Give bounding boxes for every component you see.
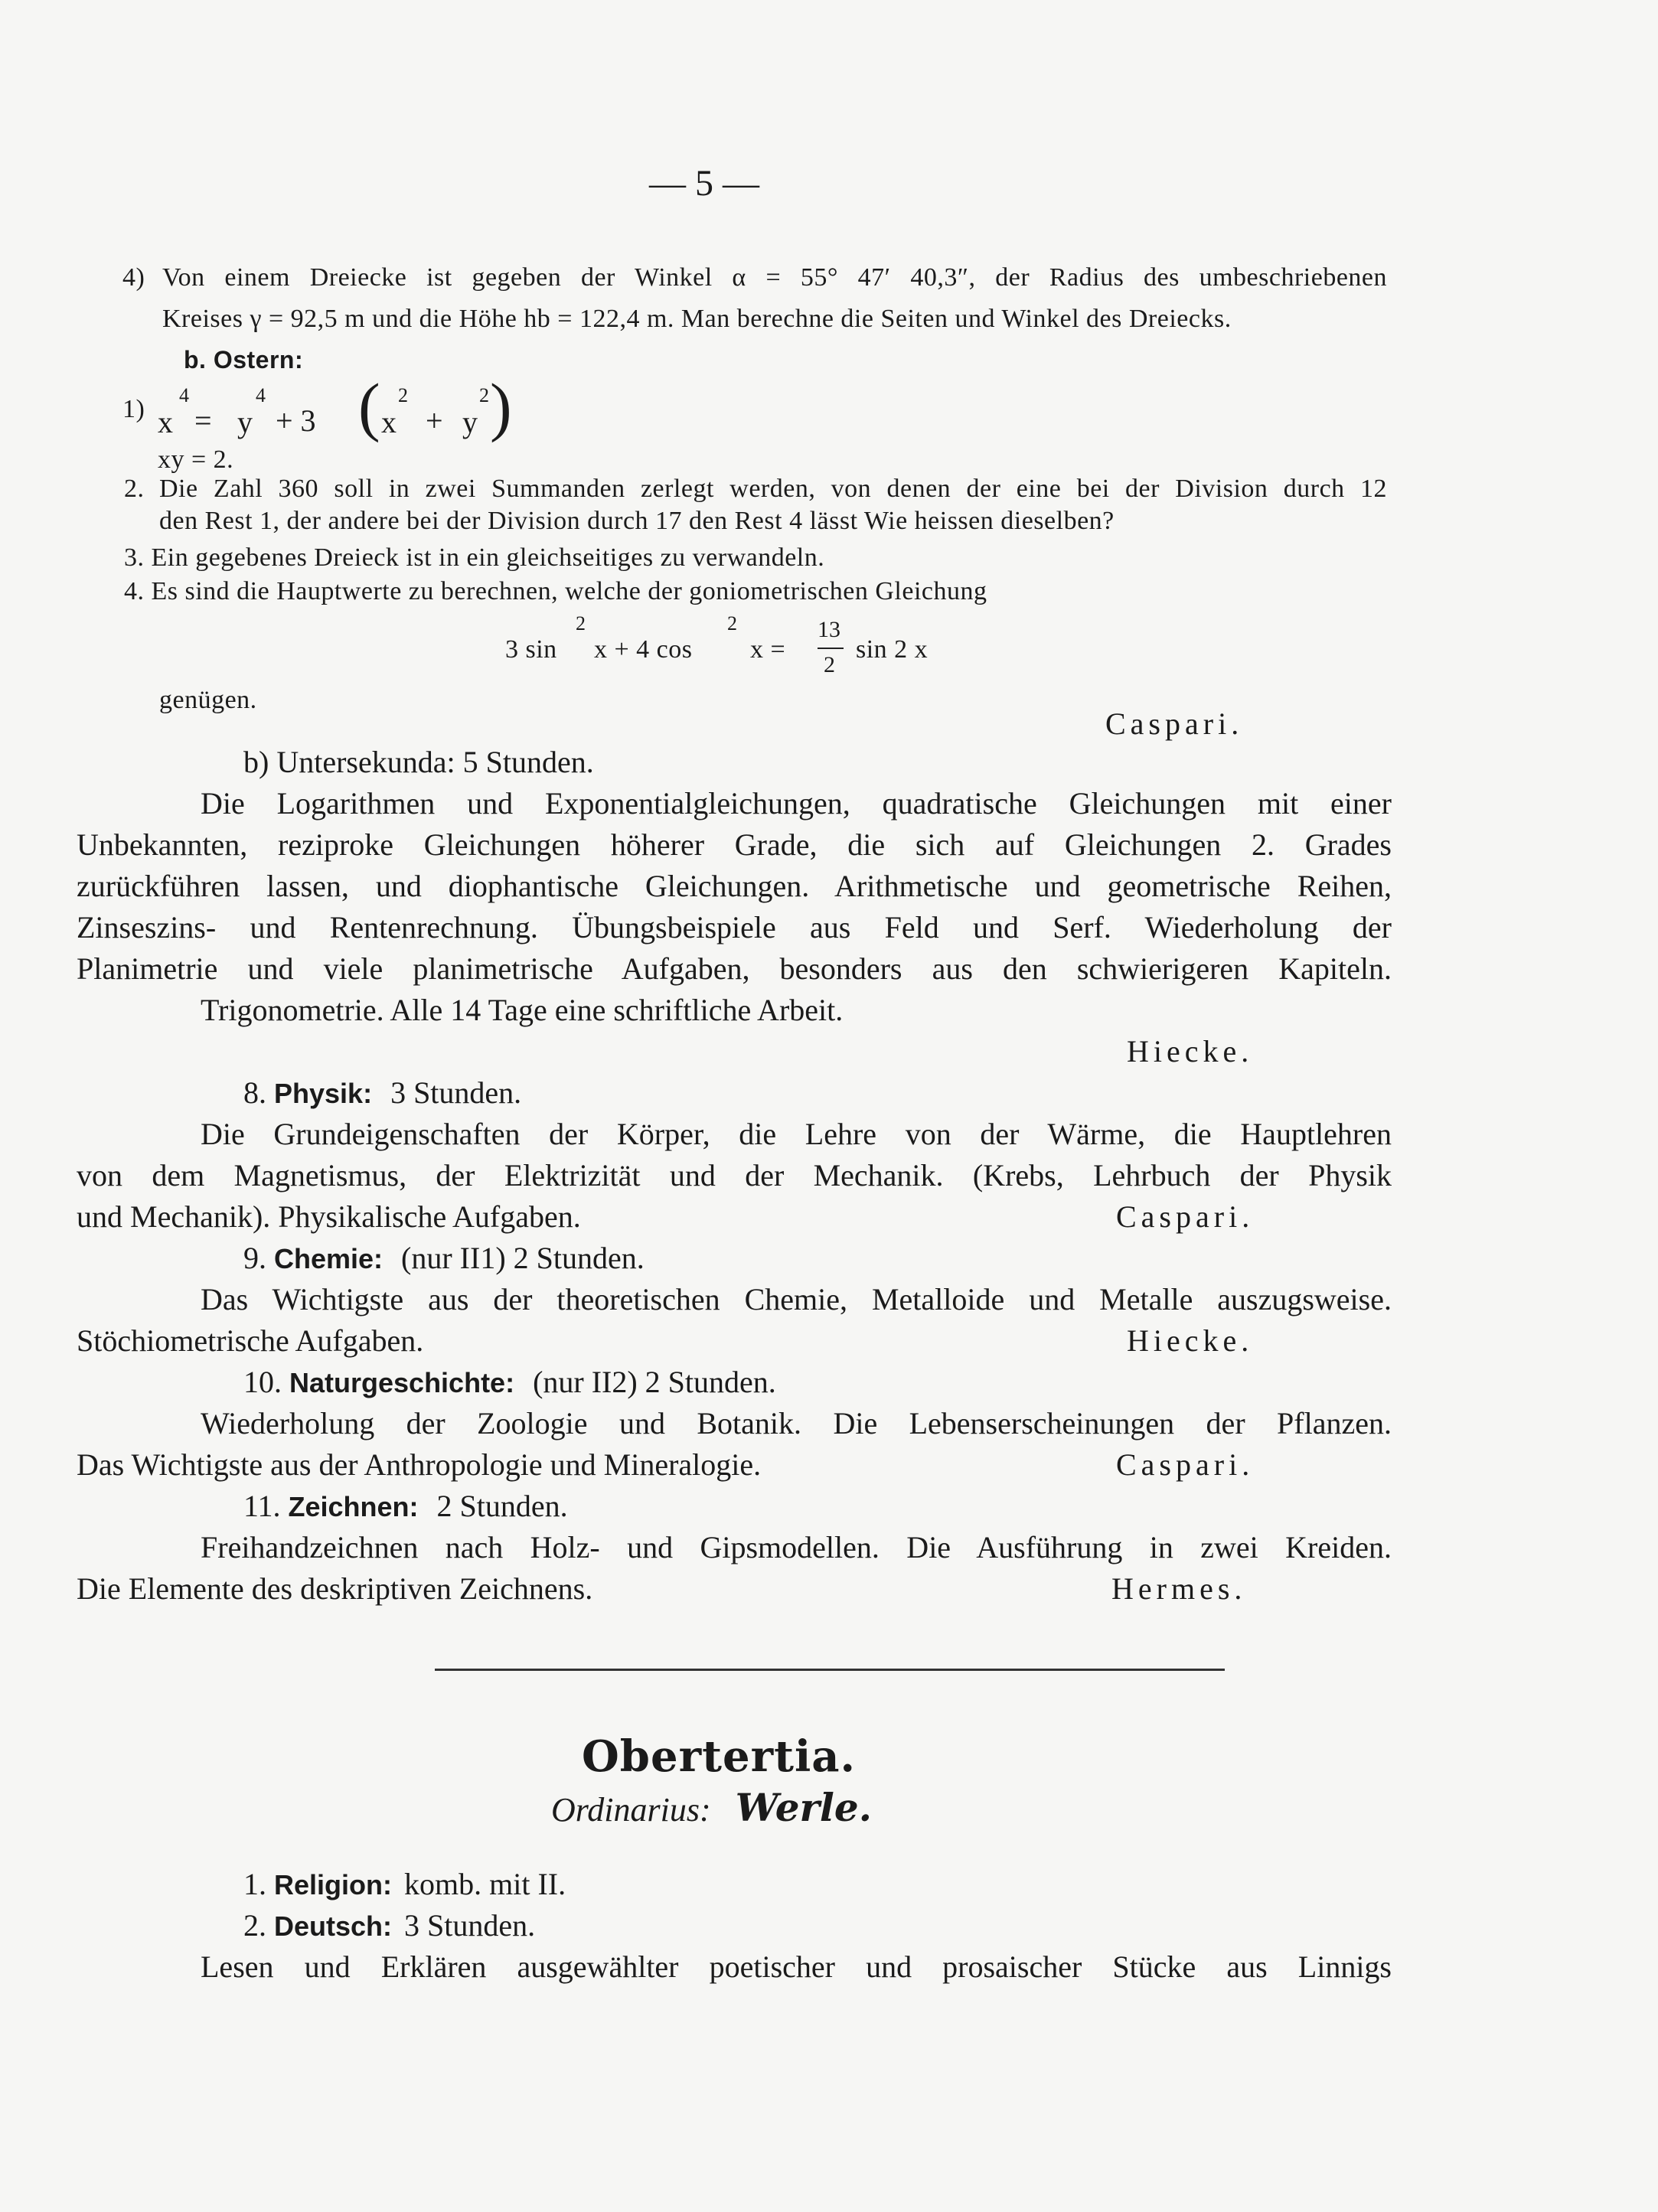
eq1-y2: y [462, 405, 478, 439]
physik-title: Physik: [274, 1078, 373, 1109]
equation-1-label: 1) [122, 395, 145, 423]
zeichnen-num: 11. [243, 1489, 281, 1523]
chemie-hours: (nur II1) 2 Stunden. [401, 1241, 645, 1275]
eq1-plus-3: + 3 [276, 403, 316, 438]
teacher-caspari-2: Caspari. [1116, 1199, 1255, 1234]
teacher-caspari-1: Caspari. [1105, 706, 1244, 741]
chemie-line-2: Stöchiometrische Aufgaben. [77, 1323, 424, 1358]
formula-part-2: x + 4 cos [594, 635, 693, 664]
zeichnen-title: Zeichnen: [288, 1491, 419, 1522]
zeichnen-line-2: Die Elemente des deskriptiven Zeichnens. [77, 1571, 593, 1606]
untersekunda-heading: b) Untersekunda: 5 Stunden. [243, 745, 594, 779]
problem-4-line-1: Von einem Dreiecke ist gegeben der Winkel α = 55° 47′ 40,3″, der Radius des umbeschriebenen [162, 263, 1387, 292]
teacher-hermes: Hermes. [1111, 1571, 1247, 1606]
religion-num: 1. [243, 1867, 266, 1901]
formula-exp-2: 2 [727, 612, 737, 635]
religion-heading [243, 1866, 566, 1902]
untersekunda-line-4: Zinseszins- und Rentenrechnung. Übungsbeispiele aus Feld und Serf. Wiederholung der [77, 910, 1392, 945]
eq1-x: x [158, 405, 173, 439]
zeichnen-line-1: Freihandzeichnen nach Holz- und Gipsmodellen. Die Ausführung in zwei Kreiden. [201, 1530, 1392, 1564]
deutsch-num: 2. [243, 1908, 266, 1943]
formula-numerator: 13 [818, 617, 840, 642]
physik-hours: 3 Stunden. [390, 1075, 522, 1110]
naturgeschichte-line-2: Das Wichtigste aus der Anthropologie und Mineralogie. [77, 1447, 762, 1482]
deutsch-line-1: Lesen und Erklären ausgewählter poetischer und prosaischer Stücke aus Linnigs [201, 1949, 1392, 1984]
naturgeschichte-line-1: Wiederholung der Zoologie und Botanik. Die Lebenserscheinungen der Pflanzen. [201, 1406, 1392, 1440]
eq1-lparen: ( [358, 370, 380, 443]
formula-fraction-bar [818, 648, 844, 649]
eq1-eq: = [194, 403, 212, 438]
teacher-hiecke-2: Hiecke. [1127, 1323, 1254, 1358]
eq1-y2-exp: 2 [479, 384, 489, 406]
chemie-title: Chemie: [274, 1243, 383, 1274]
eq1-x2-exp: 2 [398, 384, 408, 406]
deutsch-title: Deutsch: [274, 1910, 393, 1942]
teacher-hiecke-1: Hiecke. [1127, 1034, 1254, 1068]
naturgeschichte-hours: (nur II2) 2 Stunden. [533, 1365, 776, 1399]
page-number: — 5 — [649, 163, 759, 204]
chemie-line-1: Das Wichtigste aus der theoretischen Chemie, Metalloide und Metalle auszugsweise. [201, 1282, 1392, 1316]
problem-4-line-2: Kreises γ = 92,5 m und die Höhe hb = 122,4 m. Man berechne die Seiten und Winkel des Dreiecks. [162, 305, 1232, 333]
problem-4b: 4. Es sind die Hauptwerte zu berechnen, welche der goniometrischen Gleichung [124, 577, 987, 605]
zeichnen-hours: 2 Stunden. [436, 1489, 568, 1523]
deutsch-heading [243, 1907, 535, 1943]
ordinarius-name: Werle. [735, 1785, 873, 1830]
eq1-x-exp: 4 [179, 384, 189, 406]
naturgeschichte-num: 10. [243, 1365, 282, 1399]
untersekunda-line-3: zurückführen lassen, und diophantische Gleichungen. Arithmetische und geometrische Reihen, [77, 869, 1392, 903]
formula-part-3: x = [750, 635, 786, 664]
obertertia-title: Obertertia. [582, 1731, 856, 1782]
untersekunda-line-1: Die Logarithmen und Exponentialgleichungen, quadratische Gleichungen mit einer [201, 786, 1392, 821]
ostern-heading-text: b. Ostern: [184, 346, 304, 374]
naturgeschichte-title: Naturgeschichte: [289, 1367, 515, 1398]
chemie-num: 9. [243, 1241, 266, 1275]
section-divider [435, 1669, 1225, 1671]
problem-4-label: 4) [122, 263, 145, 292]
formula-exp-1: 2 [576, 612, 586, 635]
equation-1-line-2: xy = 2. [158, 445, 234, 474]
physik-line-1: Die Grundeigenschaften der Körper, die Lehre von der Wärme, die Hauptlehren [201, 1117, 1392, 1151]
religion-title: Religion: [274, 1869, 392, 1900]
deutsch-hours: 3 Stunden. [404, 1908, 536, 1943]
genuegen-text: genügen. [159, 686, 257, 714]
problem-2-line-1: Die Zahl 360 soll in zwei Summanden zerlegt werden, von denen der eine bei der Division durch 12 [159, 475, 1387, 503]
problem-3: 3. Ein gegebenes Dreieck ist in ein gleichseitiges zu verwandeln. [124, 543, 825, 572]
eq1-rparen: ) [490, 370, 512, 443]
ordinarius-line [551, 1785, 872, 1830]
naturgeschichte-heading [243, 1364, 776, 1400]
eq1-x2: x [381, 405, 397, 439]
eq1-y-exp: 4 [256, 384, 266, 406]
formula-part-4: sin 2 x [856, 635, 929, 664]
problem-2-line-2: den Rest 1, der andere bei der Division durch 17 den Rest 4 lässt Wie heissen dieselben? [159, 507, 1115, 535]
teacher-caspari-3: Caspari. [1116, 1447, 1255, 1482]
zeichnen-heading [243, 1488, 568, 1524]
physik-num: 8. [243, 1075, 266, 1110]
eq1-y: y [237, 405, 253, 439]
physik-heading [243, 1075, 521, 1111]
untersekunda-line-2: Unbekannten, reziproke Gleichungen höherer Grade, die sich auf Gleichungen 2. Grades [77, 827, 1392, 862]
religion-text: komb. mit II. [403, 1867, 566, 1901]
physik-line-3: und Mechanik). Physikalische Aufgaben. [77, 1199, 581, 1234]
eq1-plus: + [426, 403, 443, 438]
physik-line-2: von dem Magnetismus, der Elektrizität und der Mechanik. (Krebs, Lehrbuch der Physik [77, 1158, 1392, 1192]
untersekunda-line-5: Planimetrie und viele planimetrische Aufgaben, besonders aus den schwierigeren Kapiteln. [77, 951, 1392, 986]
formula-denominator: 2 [824, 652, 835, 677]
ostern-heading [184, 346, 303, 374]
untersekunda-line-6: Trigonometrie. Alle 14 Tage eine schriftliche Arbeit. [201, 993, 844, 1027]
ordinarius-label: Ordinarius: [551, 1791, 711, 1829]
formula-part-1: 3 sin [505, 635, 557, 664]
problem-2-label: 2. [124, 475, 145, 503]
chemie-heading [243, 1240, 645, 1276]
